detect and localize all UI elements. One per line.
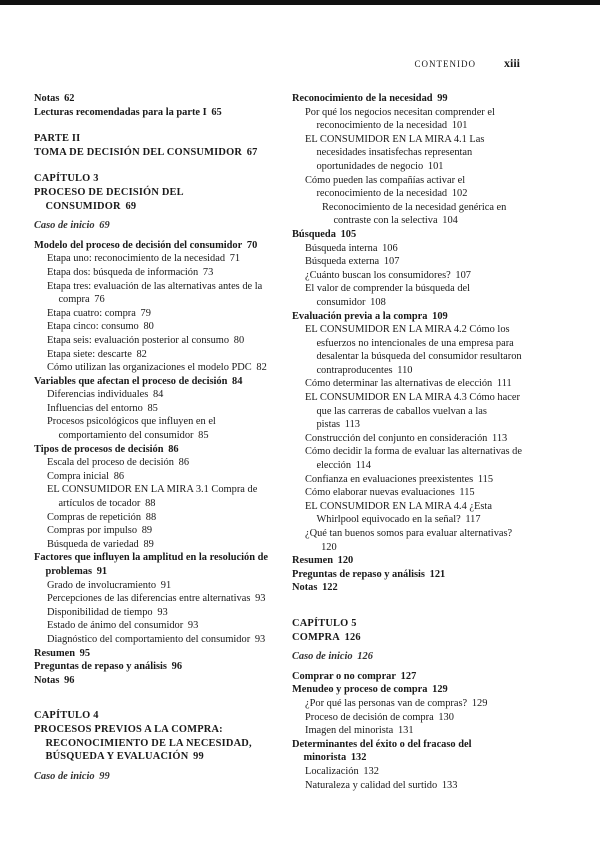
toc-entry — [47, 252, 270, 266]
toc-entry-page: 76 — [94, 294, 105, 306]
toc-entry — [34, 770, 270, 784]
toc-entry — [34, 219, 270, 233]
toc-entry-title: Resumen — [292, 555, 333, 567]
toc-entry-title: Resumen — [34, 647, 75, 659]
toc-entry — [47, 334, 270, 348]
toc-entry-title: EL CONSUMIDOR EN LA MIRA 4.1 Las necesidades insatisfechas representan oportunidades de negocio — [305, 133, 485, 172]
toc-entry — [47, 579, 270, 593]
toc-entry-page: 93 — [187, 620, 199, 632]
toc-entry-title: Por qué los negocios necesitan comprender el reconocimiento de la necesidad — [305, 106, 495, 132]
toc-entry-page: 86 — [178, 457, 190, 469]
toc-entry-title: Percepciones de las diferencias entre alternativas — [47, 593, 251, 605]
page-number: xiii — [503, 56, 520, 70]
toc-entry-title: Escala del proceso de decisión — [47, 457, 174, 469]
toc-entry — [292, 92, 530, 106]
toc-entry — [47, 348, 270, 362]
toc-entry — [47, 266, 270, 280]
toc-entry — [305, 377, 530, 391]
toc-entry — [305, 779, 530, 793]
toc-entry-title: Búsqueda de variedad — [47, 538, 139, 550]
toc-entry-title: Cómo utilizan las organizaciones el modelo PDC — [47, 362, 252, 374]
toc-entry-page: 109 — [432, 310, 448, 322]
toc-entry-page: 126 — [357, 651, 373, 663]
toc-entry-title: Etapa cuatro: compra — [47, 307, 136, 319]
top-border-line — [0, 0, 600, 5]
toc-entry-title: Etapa seis: evaluación posterior al consumo — [47, 334, 230, 346]
toc-entry-title: Disponibilidad de tiempo — [47, 606, 153, 618]
toc-entry-title: PARTE II — [34, 133, 81, 145]
toc-entry — [305, 255, 530, 269]
toc-entry-title: Confianza en evaluaciones preexistentes — [305, 473, 474, 485]
toc-entry — [292, 670, 530, 684]
toc-entry-page: 111 — [496, 378, 512, 390]
toc-entry — [305, 445, 530, 472]
toc-entry-title: Factores que influyen la amplitud en la resolución de problemas — [34, 552, 268, 577]
toc-entry-title: Caso de inicio — [34, 220, 95, 232]
toc-entry-title: Caso de inicio — [292, 651, 353, 663]
toc-entry — [292, 310, 530, 324]
toc-entry — [322, 201, 530, 228]
toc-entry-page: 120 — [337, 555, 354, 567]
toc-entry-title: Búsqueda externa — [305, 256, 380, 268]
toc-entry — [292, 631, 530, 645]
toc-entry-page: 114 — [355, 460, 371, 472]
toc-entry — [47, 402, 270, 416]
toc-entry-page: 107 — [455, 269, 471, 281]
toc-entry-page: 89 — [141, 525, 153, 537]
toc-entry-page: 122 — [322, 582, 338, 594]
toc-entry-title: EL CONSUMIDOR EN LA MIRA 4.2 Cómo los esfuerzos no intencionales de una empresa para desalentar la búsqueda del consumidor resultaron contraproducentes — [305, 324, 522, 376]
toc-entry-page: 120 — [321, 541, 337, 553]
toc-entry-title: Compras de repetición — [47, 511, 142, 523]
toc-entry — [34, 723, 270, 764]
toc-entry — [305, 473, 530, 487]
toc-entry — [305, 697, 530, 711]
toc-entry-page: 99 — [99, 770, 110, 782]
toc-entry-page: 101 — [427, 160, 444, 172]
toc-entry-title: Reconocimiento de la necesidad genérica en contraste con la selectiva — [322, 201, 507, 227]
toc-entry-page: 69 — [125, 200, 137, 212]
toc-entry — [305, 106, 530, 133]
toc-entry-title: PROCESOS PREVIOS A LA COMPRA: RECONOCIMIENTO DE LA NECESIDAD, BÚSQUEDA Y EVALUACIÓN — [34, 723, 252, 763]
toc-entry-page: 91 — [96, 566, 108, 577]
toc-entry-title: Diagnóstico del comportamiento del consumidor — [47, 633, 251, 645]
toc-entry-title: Menudeo y proceso de compra — [292, 684, 428, 696]
toc-entry-page: 99 — [437, 93, 448, 104]
toc-entry-page: 70 — [246, 239, 258, 251]
toc-entry — [34, 172, 270, 186]
toc-entry-page: 129 — [471, 697, 488, 709]
toc-entry — [47, 415, 270, 442]
toc-entry-title: PROCESO DE DECISIÓN DEL CONSUMIDOR — [34, 186, 184, 212]
toc-entry-title: Diferencias individuales — [47, 389, 149, 401]
toc-entry-title: ¿Qué tan buenos somos para evaluar alternativas? — [305, 528, 513, 539]
toc-entry-title: Etapa cinco: consumo — [47, 321, 139, 333]
toc-entry — [305, 174, 530, 201]
toc-entry-title: Determinantes del éxito o del fracaso del minorista — [292, 738, 472, 764]
toc-left-column — [34, 92, 270, 783]
toc-entry — [305, 765, 530, 779]
toc-entry-page: 129 — [432, 684, 448, 696]
toc-entry — [34, 132, 270, 146]
toc-entry-page: 91 — [160, 579, 172, 591]
toc-entry-page: 80 — [143, 321, 154, 333]
toc-entry — [47, 619, 270, 633]
toc-entry-page: 89 — [143, 538, 154, 550]
toc-entry — [47, 361, 270, 375]
toc-entry-title: Variables que afectan el proceso de decisión — [34, 375, 228, 387]
toc-entry-title: Compras por impulso — [47, 525, 138, 537]
toc-entry-page: 126 — [344, 631, 361, 643]
toc-entry-title: Cómo pueden las compañías activar el reconocimiento de la necesidad — [305, 174, 466, 200]
toc-entry — [292, 581, 530, 595]
toc-entry — [47, 606, 270, 620]
toc-entry-title: Imagen del minorista — [305, 725, 394, 737]
toc-entry-title: Preguntas de repaso y análisis — [34, 661, 167, 673]
toc-entry — [47, 538, 270, 552]
toc-entry-page: 93 — [254, 633, 266, 645]
toc-entry-title: Etapa dos: búsqueda de información — [47, 266, 199, 278]
toc-entry-title: Reconocimiento de la necesidad — [292, 93, 433, 104]
toc-entry-title: Preguntas de repaso y análisis — [292, 568, 425, 580]
toc-entry-title: Etapa tres: evaluación de las alternativas antes de la compra — [47, 280, 263, 306]
toc-entry-title: Cómo elaborar nuevas evaluaciones — [305, 487, 455, 499]
toc-entry-title: Notas — [292, 582, 318, 594]
toc-entry-page: 79 — [140, 307, 151, 319]
toc-entry-title: EL CONSUMIDOR EN LA MIRA 3.1 Compra de artículos de tocador — [47, 484, 258, 510]
toc-entry-page: 106 — [382, 242, 398, 254]
toc-entry — [305, 527, 530, 554]
toc-entry-page: 80 — [233, 334, 245, 346]
toc-entry-title: Caso de inicio — [34, 770, 95, 782]
toc-entry-title: Búsqueda — [292, 228, 336, 240]
toc-entry — [47, 633, 270, 647]
toc-entry-title: Etapa uno: reconocimiento de la necesidad — [47, 253, 226, 265]
toc-entry-page: 99 — [193, 751, 204, 763]
toc-entry-page: 113 — [344, 419, 360, 431]
toc-entry-title: COMPRA — [292, 631, 340, 643]
toc-entry-title: Etapa siete: descarte — [47, 348, 132, 360]
toc-entry-page: 96 — [171, 661, 183, 673]
toc-entry-page: 93 — [157, 606, 168, 618]
toc-entry — [47, 511, 270, 525]
toc-entry-page: 132 — [363, 765, 379, 777]
toc-entry — [47, 280, 270, 307]
toc-entry — [305, 724, 530, 738]
toc-entry-page: 104 — [442, 215, 458, 227]
toc-entry-page: 96 — [64, 674, 75, 686]
toc-entry-page: 105 — [340, 228, 357, 240]
toc-entry-title: TOMA DE DECISIÓN DEL CONSUMIDOR — [34, 146, 243, 158]
toc-entry-page: 71 — [229, 253, 241, 265]
toc-entry-page: 132 — [350, 752, 367, 764]
toc-entry-title: Cómo decidir la forma de evaluar las alternativas de elección — [305, 446, 522, 472]
toc-entry-title: Comprar o no comprar — [292, 670, 396, 682]
toc-entry-page: 69 — [99, 220, 110, 232]
toc-entry-page: 117 — [465, 514, 481, 526]
toc-entry — [305, 486, 530, 500]
toc-entry — [292, 617, 530, 631]
toc-entry-page: 95 — [79, 647, 91, 659]
toc-entry — [34, 186, 270, 213]
toc-entry-title: Localización — [305, 765, 359, 777]
toc-entry-page: 131 — [397, 725, 414, 737]
toc-entry-page: 67 — [246, 146, 258, 158]
toc-entry-page: 107 — [383, 256, 400, 268]
toc-entry — [34, 239, 270, 253]
toc-entry-title: Notas — [34, 674, 60, 686]
toc-entry-page: 115 — [459, 487, 475, 499]
toc-entry-title: Influencias del entorno — [47, 402, 143, 414]
toc-entry — [292, 683, 530, 697]
toc-entry — [305, 500, 530, 527]
toc-entry-page: 62 — [64, 93, 75, 104]
toc-entry — [34, 443, 270, 457]
toc-entry-page: 133 — [441, 779, 458, 791]
toc-entry-title: Tipos de procesos de decisión — [34, 443, 164, 455]
toc-entry — [34, 709, 270, 723]
toc-entry — [292, 568, 530, 582]
toc-entry-title: Grado de involucramiento — [47, 579, 157, 591]
toc-entry-page: 102 — [451, 188, 468, 200]
toc-entry — [305, 242, 530, 256]
toc-entry-page: 84 — [152, 389, 164, 401]
toc-entry — [305, 282, 530, 309]
toc-entry-page: 130 — [438, 711, 454, 723]
toc-entry — [305, 323, 530, 377]
toc-entry — [47, 483, 270, 510]
toc-entry — [292, 228, 530, 242]
toc-entry-page: 108 — [370, 296, 386, 308]
toc-entry-title: Lecturas recomendadas para la parte I — [34, 106, 207, 118]
toc-entry-page: 127 — [400, 670, 417, 682]
running-header-title: CONTENIDO — [414, 59, 476, 69]
toc-entry — [47, 307, 270, 321]
toc-entry — [305, 711, 530, 725]
toc-entry-title: EL CONSUMIDOR EN LA MIRA 4.4 ¿Esta Whirlpool equivocado en la señal? — [305, 500, 492, 526]
toc-entry — [47, 524, 270, 538]
toc-entry-page: 93 — [255, 593, 266, 605]
toc-entry-page: 88 — [145, 511, 157, 523]
toc-entry-title: Cómo determinar las alternativas de elección — [305, 378, 493, 390]
toc-entry-title: CAPÍTULO 5 — [292, 617, 357, 629]
toc-entry-title: Compra inicial — [47, 470, 110, 482]
toc-entry — [47, 320, 270, 334]
toc-entry-page: 82 — [136, 348, 147, 360]
toc-entry-title: Construcción del conjunto en consideración — [305, 432, 488, 444]
toc-entry-page: 110 — [397, 364, 413, 376]
toc-entry-page: 113 — [492, 432, 508, 444]
toc-entry — [305, 391, 530, 432]
toc-entry — [34, 375, 270, 389]
toc-entry-page: 101 — [451, 120, 468, 132]
toc-entry-title: Búsqueda interna — [305, 242, 378, 254]
toc-entry-page: 86 — [113, 470, 125, 482]
toc-entry — [34, 106, 270, 120]
toc-entry — [47, 456, 270, 470]
toc-entry — [305, 269, 530, 283]
toc-entry — [292, 554, 530, 568]
toc-entry — [47, 388, 270, 402]
toc-entry-page: 88 — [145, 498, 156, 510]
toc-entry-page: 85 — [198, 430, 209, 442]
toc-entry — [292, 650, 530, 664]
toc-entry — [34, 92, 270, 106]
toc-entry-page: 115 — [477, 473, 494, 485]
toc-entry — [305, 133, 530, 174]
toc-entry-title: CAPÍTULO 4 — [34, 710, 99, 722]
toc-entry — [34, 660, 270, 674]
toc-entry-page: 65 — [211, 106, 222, 118]
toc-entry-page: 86 — [168, 443, 179, 455]
toc-entry-title: ¿Cuánto buscan los consumidores? — [305, 269, 451, 281]
toc-entry-page: 84 — [232, 375, 243, 387]
toc-entry-title: Evaluación previa a la compra — [292, 310, 428, 322]
toc-entry — [305, 432, 530, 446]
toc-entry-title: Naturaleza y calidad del surtido — [305, 779, 438, 791]
toc-entry-title: EL CONSUMIDOR EN LA MIRA 4.3 Cómo hacer que las carreras de caballos vuelvan a las pistas — [305, 392, 520, 431]
toc-entry-page: 121 — [429, 568, 446, 580]
toc-entry-page: 82 — [256, 362, 267, 374]
toc-entry-page: 85 — [147, 402, 158, 414]
toc-entry — [34, 647, 270, 661]
toc-entry-title: ¿Por qué las personas van de compras? — [305, 697, 468, 709]
toc-entry — [47, 470, 270, 484]
toc-entry — [292, 738, 530, 765]
toc-entry-title: Notas — [34, 93, 60, 104]
toc-entry-title: El valor de comprender la búsqueda del consumidor — [305, 283, 471, 308]
toc-entry-page: 73 — [202, 266, 214, 278]
toc-entry-title: CAPÍTULO 3 — [34, 173, 99, 185]
toc-entry — [34, 674, 270, 688]
toc-entry-title: Modelo del proceso de decisión del consumidor — [34, 239, 243, 251]
toc-entry — [47, 592, 270, 606]
running-header — [414, 56, 520, 71]
toc-entry — [34, 551, 270, 578]
toc-right-column — [292, 92, 530, 792]
toc-entry — [34, 146, 270, 160]
toc-entry-title: Proceso de decisión de compra — [305, 711, 434, 723]
toc-entry-title: Estado de ánimo del consumidor — [47, 620, 184, 632]
toc-entry-title: Procesos psicológicos que influyen en el comportamiento del consumidor — [47, 416, 216, 442]
